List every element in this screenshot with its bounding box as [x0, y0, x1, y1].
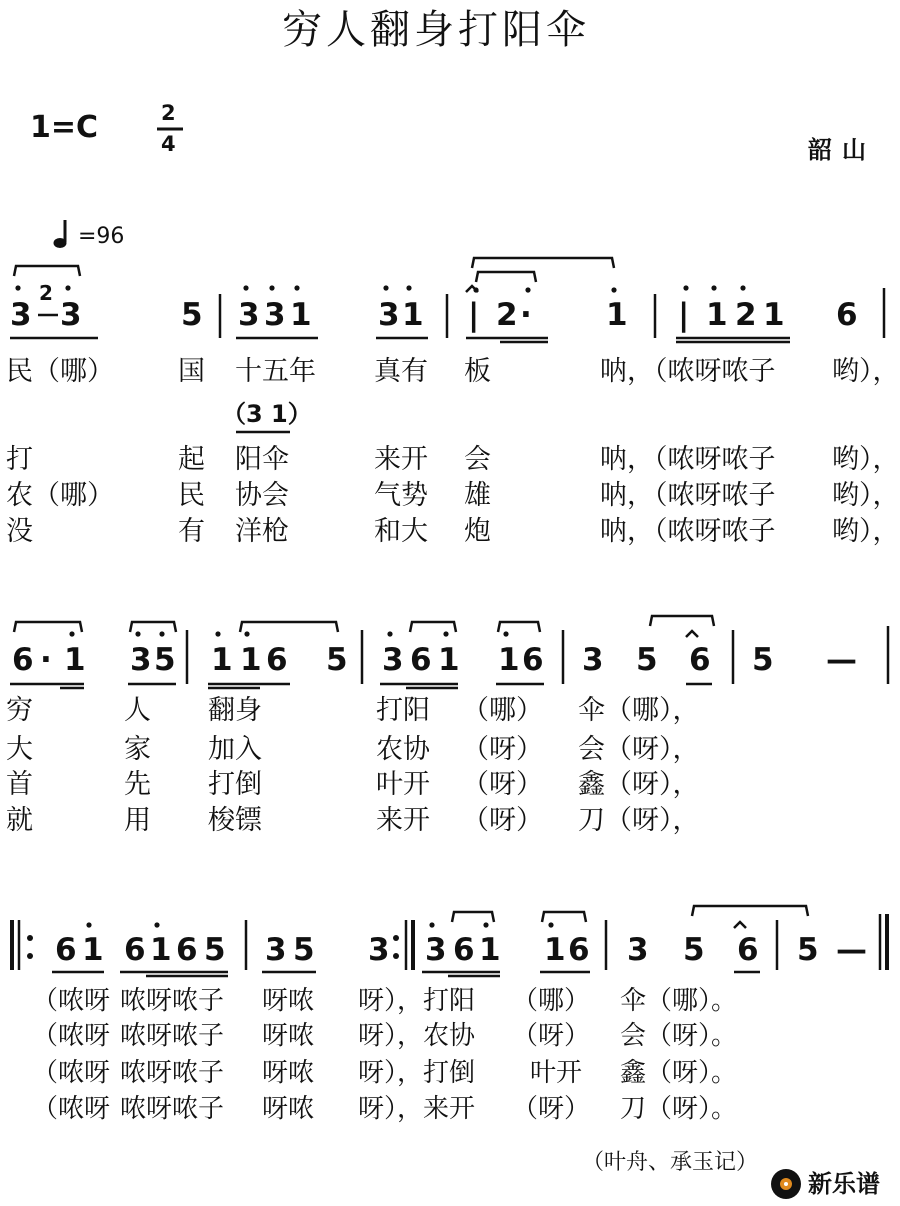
low-octave-dot [65, 285, 70, 290]
lyric: 呐，（哝呀哝子 [600, 516, 776, 547]
lyric: 呐，（哝呀哝子 [600, 480, 776, 511]
note: 1 [606, 297, 628, 333]
slur [692, 906, 808, 916]
note: 1 [498, 642, 520, 678]
high-octave-dot [473, 287, 478, 292]
slur [452, 912, 494, 922]
note: 6 [737, 932, 759, 968]
note: 3 [378, 297, 400, 333]
lyric: 用 [124, 805, 151, 836]
high-octave-dot [443, 631, 448, 636]
lyric: 农（哪） [6, 480, 114, 511]
low-octave-dot [15, 285, 20, 290]
note: | [678, 297, 690, 333]
lyric: 伞（哪）， [578, 695, 700, 726]
note: | [468, 297, 480, 333]
high-octave-dot [503, 631, 508, 636]
lyric: 首 [6, 769, 33, 800]
repeat-dot [27, 935, 33, 941]
lyric: 呐，（哝呀哝子 [600, 444, 776, 475]
lyric: 穷 [6, 695, 33, 726]
high-octave-dot [154, 922, 159, 927]
repeat-dot [393, 953, 399, 959]
lyric: 板 [464, 356, 491, 387]
note: 1 [402, 297, 424, 333]
lyric: 和大 [374, 516, 428, 547]
lyric: 炮 [464, 516, 491, 547]
record-hole [784, 1182, 788, 1186]
slur [130, 622, 176, 632]
lyric: 打倒 [208, 769, 262, 800]
high-octave-dot [683, 285, 688, 290]
lyric: 十五年 [235, 356, 316, 387]
note: 3 [265, 932, 287, 968]
note: 6 [55, 932, 77, 968]
lyric: 先 [124, 769, 151, 800]
high-octave-dot [215, 631, 220, 636]
lyric: 家 [124, 734, 151, 765]
lyric: 会（呀）， [578, 734, 700, 765]
lyric: 人 [124, 695, 151, 726]
lyric: 哟）， [832, 516, 900, 547]
ornament-mark [686, 631, 698, 637]
high-octave-dot [294, 285, 299, 290]
lyric: 哟）， [832, 444, 900, 475]
slur [14, 266, 80, 276]
lyric: 呀哝 [262, 1094, 315, 1124]
note: 1 [544, 932, 566, 968]
lyric: 呀），来开 [358, 1094, 476, 1124]
slur [410, 622, 456, 632]
grace-note: 2 [39, 281, 53, 305]
time-signature-top: 2 [161, 101, 176, 125]
note: 5 [154, 642, 176, 678]
ornament-mark [734, 922, 746, 928]
note: 6 [689, 642, 711, 678]
note: 6 [410, 642, 432, 678]
lyric: 农协 [376, 734, 430, 765]
lyric: 来开 [374, 444, 428, 475]
note: 5 [636, 642, 658, 678]
note: 3 [582, 642, 604, 678]
lyric: （呀） [462, 734, 543, 765]
repeat-dot [393, 935, 399, 941]
lyric: 协会 [235, 480, 289, 511]
note: 2 [735, 297, 757, 333]
lyric: 鑫（呀）， [578, 769, 700, 800]
lyric: 伞（哪）。 [620, 986, 738, 1016]
lyric: 刀（呀）， [578, 805, 700, 836]
high-octave-dot [548, 922, 553, 927]
sustain-dash: — [826, 642, 857, 678]
lyric: 会 [464, 444, 491, 475]
lyric: 真有 [374, 356, 428, 387]
high-octave-dot [269, 285, 274, 290]
high-octave-dot [483, 922, 488, 927]
note: 3 [368, 932, 390, 968]
lyric: 叶开 [530, 1058, 583, 1088]
lyric: （哝呀 [32, 1021, 111, 1051]
lyric: 哟）， [832, 480, 900, 511]
lyric: 哝呀哝子 [120, 1058, 225, 1088]
lyric: 大 [6, 734, 33, 765]
note: 6 [266, 642, 288, 678]
high-octave-dot [406, 285, 411, 290]
note: 3 [10, 297, 32, 333]
lyric: 阳伞 [235, 444, 289, 475]
note: 5 [326, 642, 348, 678]
note: 3 [60, 297, 82, 333]
lyric: 有 [178, 516, 205, 547]
note: 3 [264, 297, 286, 333]
note: 6 [568, 932, 590, 968]
note: 1 [479, 932, 501, 968]
note: 6 [124, 932, 146, 968]
high-octave-dot [243, 285, 248, 290]
lyric: （呀） [512, 1021, 591, 1051]
repeat-dot [27, 953, 33, 959]
composer: 韶山 [808, 135, 876, 164]
note: 3 [425, 932, 447, 968]
note: 6 [836, 297, 858, 333]
high-octave-dot [69, 631, 74, 636]
lyric: 打阳 [376, 695, 430, 726]
note: 3 [238, 297, 260, 333]
high-octave-dot [383, 285, 388, 290]
lyric: 呀哝 [262, 986, 315, 1016]
note: 5 [181, 297, 203, 333]
note: 1 [240, 642, 262, 678]
note: 5 [293, 932, 315, 968]
note: 3 [130, 642, 152, 678]
lyric: （哝呀 [32, 1058, 111, 1088]
lyric: 国 [178, 356, 205, 387]
slur [542, 912, 586, 922]
high-octave-dot [429, 922, 434, 927]
note: 1 [706, 297, 728, 333]
page-title: 穷人翻身打阳伞 [282, 7, 590, 53]
high-octave-dot [135, 631, 140, 636]
note: 1 [763, 297, 785, 333]
high-octave-dot [711, 285, 716, 290]
slur [240, 622, 338, 632]
high-octave-dot [159, 631, 164, 636]
lyric: （哝呀 [32, 1094, 111, 1124]
high-octave-dot [611, 287, 616, 292]
site-logo-text: 新乐谱 [808, 1170, 880, 1198]
lyric: （呀） [462, 805, 543, 836]
lyric: 呀），农协 [358, 1021, 476, 1051]
lyric: 加入 [208, 734, 262, 765]
lyric: 雄 [464, 480, 491, 511]
lyric: 会（呀）。 [620, 1021, 738, 1051]
high-octave-dot [740, 285, 745, 290]
tempo-marking: =96 [78, 224, 125, 249]
lyric: 呀），打阳 [358, 986, 476, 1016]
lyric: 没 [6, 516, 33, 547]
note: 6 [522, 642, 544, 678]
lyric: 气势 [374, 480, 428, 511]
lyric: （呀） [512, 1094, 591, 1124]
lyric: 呀哝 [262, 1021, 315, 1051]
lyric: 翻身 [208, 695, 262, 726]
lyric: 鑫（呀）。 [620, 1058, 738, 1088]
lyric: 哝呀哝子 [120, 986, 225, 1016]
note: 2 [496, 297, 518, 333]
slur [498, 622, 540, 632]
note: 1 [64, 642, 86, 678]
note: · [40, 642, 52, 678]
note: 6 [176, 932, 198, 968]
lyric: 哝呀哝子 [120, 1021, 225, 1051]
lyric: 呀哝 [262, 1058, 315, 1088]
lyric: 叶开 [376, 769, 430, 800]
lyric: 哟）， [832, 356, 900, 387]
note: 6 [453, 932, 475, 968]
note: 5 [797, 932, 819, 968]
sustain-dash: — [836, 932, 867, 968]
variant-notes: （3 1） [222, 400, 312, 428]
note: 3 [627, 932, 649, 968]
note: 3 [382, 642, 404, 678]
note: 5 [752, 642, 774, 678]
slur [472, 258, 614, 268]
lyric: 呀），打倒 [358, 1058, 476, 1088]
transcriber-credit: （叶舟、承玉记） [582, 1150, 759, 1175]
note: 1 [290, 297, 312, 333]
lyric: 来开 [376, 805, 430, 836]
lyric: 就 [6, 805, 33, 836]
slur [650, 616, 714, 626]
lyric: （呀） [462, 769, 543, 800]
note: 5 [204, 932, 226, 968]
lyric: （哪） [462, 695, 543, 726]
note: 1 [211, 642, 233, 678]
lyric: （哝呀 [32, 986, 111, 1016]
note: · [520, 297, 532, 333]
slur [14, 622, 82, 632]
key-signature: 1=C [30, 110, 99, 145]
note: 1 [150, 932, 172, 968]
lyric: 呐，（哝呀哝子 [600, 356, 776, 387]
lyric: 哝呀哝子 [120, 1094, 225, 1124]
lyric: 洋枪 [235, 516, 289, 547]
note: 6 [12, 642, 34, 678]
note: 1 [438, 642, 460, 678]
lyric: （哪） [512, 986, 591, 1016]
lyric: 梭镖 [208, 805, 262, 836]
lyric: 起 [178, 444, 205, 475]
note: 1 [82, 932, 104, 968]
lyric: 打 [6, 444, 33, 475]
lyric: 刀（呀）。 [620, 1094, 738, 1124]
high-octave-dot [244, 631, 249, 636]
slur [476, 272, 536, 282]
high-octave-dot [525, 287, 530, 292]
high-octave-dot [387, 631, 392, 636]
note: 5 [683, 932, 705, 968]
lyric: 民（哪） [6, 356, 114, 387]
lyric: 民 [178, 480, 205, 511]
time-signature-bottom: 4 [161, 132, 176, 156]
high-octave-dot [86, 922, 91, 927]
